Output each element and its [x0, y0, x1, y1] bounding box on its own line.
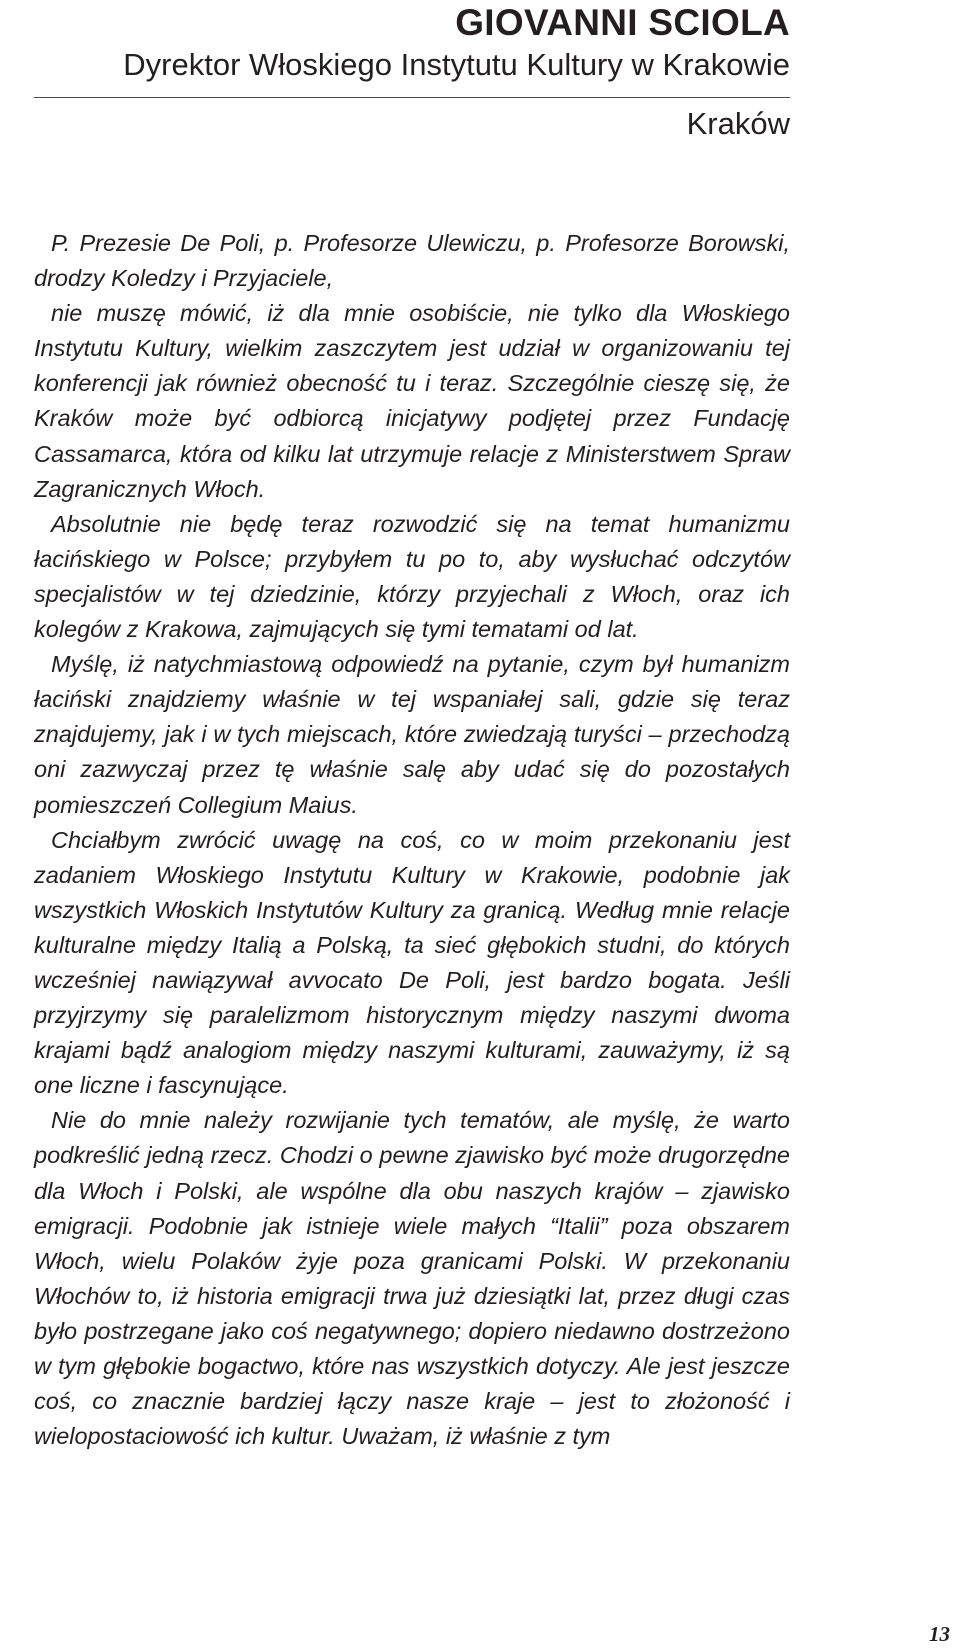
article-body: [34, 226, 790, 1454]
body-paragraph: Myślę, iż natychmiastową odpowiedź na pytanie, czym był humanizm łaciński znajdziemy właśnie w tej wspaniałej sali, gdzie się teraz znajdujemy, jak i w tych miejscach, które zwiedzają turyści – przechodzą oni zazwyczaj przez tę właśnie salę aby udać się do pozostałych pomieszczeń Collegium Maius.: [34, 651, 790, 818]
city-label: Kraków: [686, 106, 790, 141]
page-number: 13: [929, 1622, 950, 1646]
body-paragraph: P. Prezesie De Poli, p. Profesorze Ulewiczu, p. Profesorze Borowski, drodzy Koledzy i Przyjaciele,: [34, 230, 790, 292]
body-paragraph: Absolutnie nie będę teraz rozwodzić się na temat humanizmu łacińskiego w Polsce; przybyłem tu po to, aby wysłuchać odczytów specjalistów w tej dziedzinie, którzy przyjechali z Włoch, oraz ich kolegów z Krakowa, zajmujących się tymi tematami od lat.: [34, 510, 790, 643]
author-role: Dyrektor Włoskiego Instytutu Kultury w Krakowie: [123, 47, 790, 82]
header-divider: [34, 97, 790, 98]
body-paragraph: Nie do mnie należy rozwijanie tych tematów, ale myślę, że warto podkreślić jedną rzecz. Chodzi o pewne zjawisko być może drugorzędne dla Włoch i Polski, ale wspólne dla obu naszych krajów – zjawisko emigracji. Podobnie jak istnieje wiele małych “Italii” poza obszarem Włoch, wielu Polaków żyje poza granicami Polski. W przekonaniu Włochów to, iż historia emigracji trwa już dziesiątki lat, przez długi czas było postrzegane jako coś negatywnego; dopiero niedawno dostrzeżono w tym głębokie bogactwo, które nas wszystkich dotyczy. Ale jest jeszcze coś, co znacznie bardziej łączy nasze kraje – jest to złożoność i wielopostaciowość ich kultur. Uważam, iż właśnie z tym: [34, 1107, 790, 1450]
author-name: GIOVANNI SCIOLA: [455, 2, 790, 43]
body-paragraph: Chciałbym zwrócić uwagę na coś, co w moim przekonaniu jest zadaniem Włoskiego Instytutu Kultury w Krakowie, podobnie jak wszystkich Włoskich Instytutów Kultury za granicą. Według mnie relacje kulturalne między Italią a Polską, ta sieć głębokich studni, do których wcześniej nawiązywał avvocato De Poli, jest bardzo bogata. Jeśli przyjrzymy się paralelizmom historycznym między naszymi dwoma krajami bądź analogiom między naszymi kulturami, zauważymy, iż są one liczne i fascynujące.: [34, 826, 790, 1099]
body-paragraph: nie muszę mówić, iż dla mnie osobiście, nie tylko dla Włoskiego Instytutu Kultury, wielkim zaszczytem jest udział w organizowaniu tej konferencji jak również obecność tu i teraz. Szczególnie cieszę się, że Kraków może być odbiorcą inicjatywy podjętej przez Fundację Cassamarca, która od kilku lat utrzymuje relacje z Ministerstwem Spraw Zagranicznych Włoch.: [34, 300, 790, 502]
